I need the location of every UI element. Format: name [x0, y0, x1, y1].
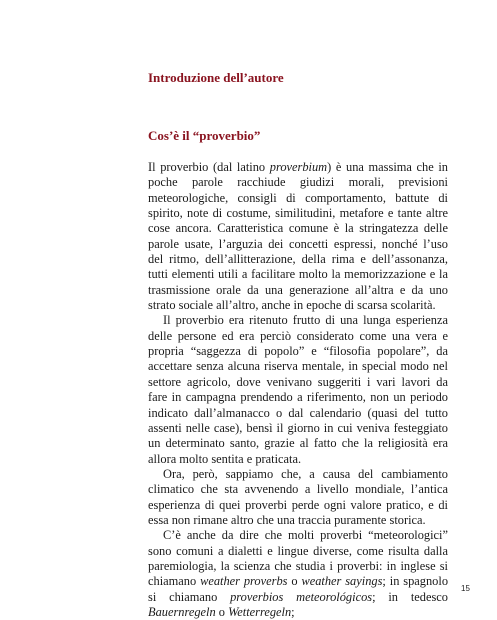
body-text	[148, 160, 448, 620]
page-number: 15	[461, 584, 470, 593]
chapter-title: Introduzione dell’autore	[148, 70, 284, 85]
section-title: Cos’è il “proverbio”	[148, 128, 261, 143]
paragraph: Ora, però, sappiamo che, a causa del cambiamento climatico che sta avvenendo a livello mondiale, l’antica esperienza di quei proverbi perde ogni valore pratico, e di essa non rimane altro che una traccia puramente storica.	[148, 466, 448, 527]
paragraph: Il proverbio era ritenuto frutto di una lunga esperienza delle persone ed era perciò considerato come una vera e propria “saggezza di popolo” e “filosofia popolare”, da accettare senza alcuna riserva mentale, in special modo nel settore agricolo, dove venivano suggeriti i vari lavori da fare in campagna prendendo a riferimento, non un periodo indicato dall’almanacco o dal calendario (quasi del tutto assenti nelle case), bensì il giorno in cui veniva festeggiato un determinato santo, grazie al fatto che la religiosità era allora molto sentita e praticata.	[148, 313, 448, 466]
paragraph: Il proverbio (dal latino proverbium) è una massima che in poche parole racchiude giudizi morali, previsioni meteorologiche, consigli di comportamento, battute di spirito, note di costume, similitudini, metafore e tante altre cose ancora. Caratteristica comune è la stringatezza delle parole usate, l’arguzia dei concetti espressi, nonché l’uso del ritmo, dell’allitterazione, della rima e dell’assonanza, tutti elementi utili a facilitare molto la memorizzazione e la trasmissione orale da una generazione all’altra e da uno strato sociale all’altro, anche in epoche di scarsa scolarità.	[148, 160, 448, 313]
paragraph: C’è anche da dire che molti proverbi “meteorologici” sono comuni a dialetti e lingue diverse, come risulta dalla paremiologia, la scienza che studia i proverbi: in inglese si chiamano weather proverbs o weather sayings; in spagnolo si chiamano proverbios meteorológicos; in tedesco Bauernregeln o Wetterregeln;	[148, 528, 449, 619]
